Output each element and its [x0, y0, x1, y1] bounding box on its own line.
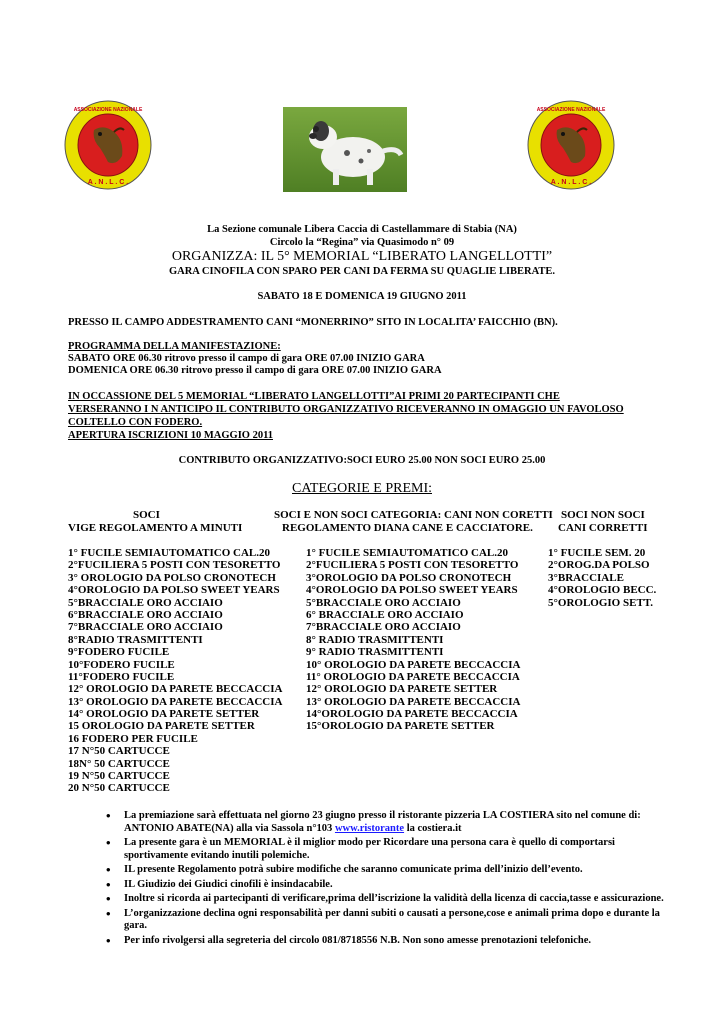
prize-item: 8°RADIO TRASMITTENTI	[68, 633, 203, 646]
category-non-corretti-rule: REGOLAMENTO DIANA CANE E CACCIATORE.	[282, 522, 533, 534]
prize-item: 12° OROLOGIO DA PARETE SETTER	[306, 683, 498, 696]
prize-item: 9° RADIO TRASMITTENTI	[306, 646, 444, 659]
header-circle-address: Circolo la “Regina” via Quasimodo n° 09	[269, 237, 455, 248]
prizes-list-corretti	[548, 547, 656, 609]
prize-item: 8° RADIO TRASMITTENTI	[306, 633, 444, 646]
prize-item: 9°FODERO FUCILE	[68, 646, 170, 659]
prize-item: 18N° 50 CARTUCCE	[68, 757, 170, 770]
category-non-corretti-title: SOCI E NON SOCI CATEGORIA: CANI NON CORETTI	[274, 509, 553, 521]
page-subtitle: GARA CINOFILA CON SPARO PER CANI DA FERMA SU QUAGLIE LIBERATE.	[168, 266, 556, 277]
contribution-fee: CONTRIBUTO ORGANIZZATIVO:SOCI EURO 25.00 NON SOCI EURO 25.00	[178, 455, 546, 466]
svg-text:ASSOCIAZIONE NAZIONALE: ASSOCIAZIONE NAZIONALE	[73, 107, 143, 113]
prizes-list-non-corretti	[306, 547, 520, 733]
prize-item: 16 FODERO PER FUCILE	[68, 732, 198, 745]
prize-item: 6° BRACCIALE ORO ACCIAIO	[306, 608, 464, 621]
prize-item: 11°FODERO FUCILE	[68, 670, 175, 683]
note-item: • Inoltre si ricorda ai partecipanti di verificare,prima dell’iscrizione la validità della licenza di caccia,tasse e assicurazione.	[68, 893, 668, 906]
note-item: • IL presente Regolamento potrà subire modifiche che saranno comunicate prima dell’inizio dell’evento.	[68, 864, 668, 877]
prize-item: 12° OROLOGIO DA PARETE BECCACCIA	[68, 683, 283, 696]
category-corretti-title: SOCI NON SOCI	[561, 509, 645, 521]
prize-item: 14°OROLOGIO DA PARETE BECCACCIA	[306, 708, 518, 721]
prize-item: 2°FUCILIERA 5 POSTI CON TESORETTO	[306, 559, 519, 572]
setter-dog-photo	[283, 107, 407, 192]
prize-item: 15 OROLOGIO DA PARETE SETTER	[68, 720, 255, 733]
prize-item: 4°OROLOGIO BECC.	[548, 584, 657, 597]
prize-item: 5°OROLOGIO SETT.	[548, 596, 654, 609]
prize-item: 1° FUCILE SEMIAUTOMATICO CAL.20	[306, 547, 509, 559]
program-heading: PROGRAMMA DELLA MANIFESTAZIONE:	[68, 341, 281, 352]
note-item: • L’organizzazione declina ogni responsabilità per danni subiti o causati a persone,cose e animali prima dopo e durante la gara.	[68, 908, 668, 933]
prize-item: 1° FUCILE SEM. 20	[548, 547, 646, 559]
note-item: • IL Giudizio dei Giudici cinofili è insindacabile.	[68, 879, 668, 892]
program-sunday: DOMENICA ORE 06.30 ritrovo presso il campo di gara ORE 07.00 INIZIO GARA	[68, 365, 442, 376]
prize-item: 7°BRACCIALE ORO ACCIAIO	[306, 621, 461, 634]
prize-item: 1° FUCILE SEMIAUTOMATICO CAL.20	[68, 547, 271, 559]
note-item: • La presente gara è un MEMORIAL è il miglior modo per Ricordare una persona cara è quello di comportarsi sportivamente evitando inutili polemiche.	[68, 837, 668, 862]
anlc-logo-left	[64, 100, 152, 190]
prize-item: 3°BRACCIALE	[548, 571, 624, 584]
prize-item: 3° OROLOGIO DA POLSO CRONOTECH	[68, 571, 276, 584]
header-section-line: La Sezione comunale Libera Caccia di Castellammare di Stabia (NA)	[207, 224, 517, 235]
prizes-list-soci	[68, 547, 282, 795]
program-saturday: SABATO ORE 06.30 ritrovo presso il campo di gara ORE 07.00 INIZIO GARA	[68, 353, 425, 364]
event-dates: SABATO 18 E DOMENICA 19 GIUGNO 2011	[257, 291, 467, 302]
prize-item: 6°BRACCIALE ORO ACCIAIO	[68, 608, 223, 621]
restaurant-link[interactable]: www.ristorante	[334, 822, 405, 834]
prize-item: 4°OROLOGIO DA POLSO SWEET YEARS	[68, 584, 280, 597]
prize-item: 5°BRACCIALE ORO ACCIAIO	[306, 596, 461, 609]
prize-item: 5°BRACCIALE ORO ACCIAIO	[68, 596, 223, 609]
prize-item: 13° OROLOGIO DA PARETE BECCACCIA	[68, 695, 283, 708]
svg-text:ASSOCIAZIONE NAZIONALE: ASSOCIAZIONE NAZIONALE	[536, 107, 606, 113]
category-soci-rule: VIGE REGOLAMENTO A MINUTI	[68, 522, 243, 534]
note-text: la costiera.it	[404, 822, 462, 834]
prize-item: 15°OROLOGIO DA PARETE SETTER	[306, 720, 495, 733]
notes-list	[68, 810, 668, 949]
prize-item: 17 N°50 CARTUCCE	[68, 745, 170, 758]
prize-item: 20 N°50 CARTUCCE	[68, 782, 170, 795]
notice-line: IN OCCASSIONE DEL 5 MEMORIAL “LIBERATO LANGELLOTTI”AI PRIMI 20 PARTECIPANTI CHE	[68, 391, 560, 402]
notice-line: COLTELLO CON FODERO.	[68, 417, 203, 428]
svg-text:A . N . L . C .: A . N . L . C .	[550, 179, 592, 186]
note-text: La premiazione sarà effettuata nel giorno 23 giugno presso il ristorante pizzeria LA COSTIERA sito nel comune di: ANTONIO ABATE(NA) alla via Sassola n°103	[124, 810, 641, 834]
category-soci-title: SOCI	[133, 509, 160, 521]
note-item: • Per info rivolgersi alla segreteria del circolo 081/8718556 N.B. Non sono amesse prenotazioni telefoniche.	[68, 935, 668, 948]
registration-opening: APERTURA ISCRIZIONI 10 MAGGIO 2011	[68, 430, 273, 441]
anlc-logo-right	[527, 100, 615, 190]
prize-item: 3°OROLOGIO DA POLSO CRONOTECH	[306, 571, 512, 584]
prize-item: 14° OROLOGIO DA PARETE SETTER	[68, 708, 260, 721]
prize-item: 2°FUCILIERA 5 POSTI CON TESORETTO	[68, 559, 281, 572]
note-item	[68, 810, 668, 835]
prize-item: 4°OROLOGIO DA POLSO SWEET YEARS	[306, 584, 518, 597]
prize-item: 11° OROLOGIO DA PARETE BECCACCIA	[306, 670, 520, 683]
prize-item: 13° OROLOGIO DA PARETE BECCACCIA	[306, 695, 521, 708]
page-title: ORGANIZZA: IL 5° MEMORIAL “LIBERATO LANGELLOTTI”	[171, 249, 553, 264]
category-corretti-rule: CANI CORRETTI	[558, 522, 648, 534]
svg-text:A . N . L . C .: A . N . L . C .	[87, 179, 129, 186]
prize-item: 10°FODERO FUCILE	[68, 658, 175, 671]
prize-item: 2°OROG.DA POLSO	[548, 559, 650, 572]
prize-item: 7°BRACCIALE ORO ACCIAIO	[68, 621, 223, 634]
notice-line: VERSERANNO I N ANTICIPO IL CONTRIBUTO ORGANIZZATIVO RICEVERANNO IN OMAGGIO UN FAVOLOSO	[68, 404, 624, 415]
prize-item: 10° OROLOGIO DA PARETE BECCACCIA	[306, 658, 521, 671]
categories-heading: CATEGORIE E PREMI:	[292, 481, 432, 496]
event-location: PRESSO IL CAMPO ADDESTRAMENTO CANI “MONERRINO” SITO IN LOCALITA’ FAICCHIO (BN).	[68, 317, 558, 328]
prize-item: 19 N°50 CARTUCCE	[68, 770, 170, 783]
